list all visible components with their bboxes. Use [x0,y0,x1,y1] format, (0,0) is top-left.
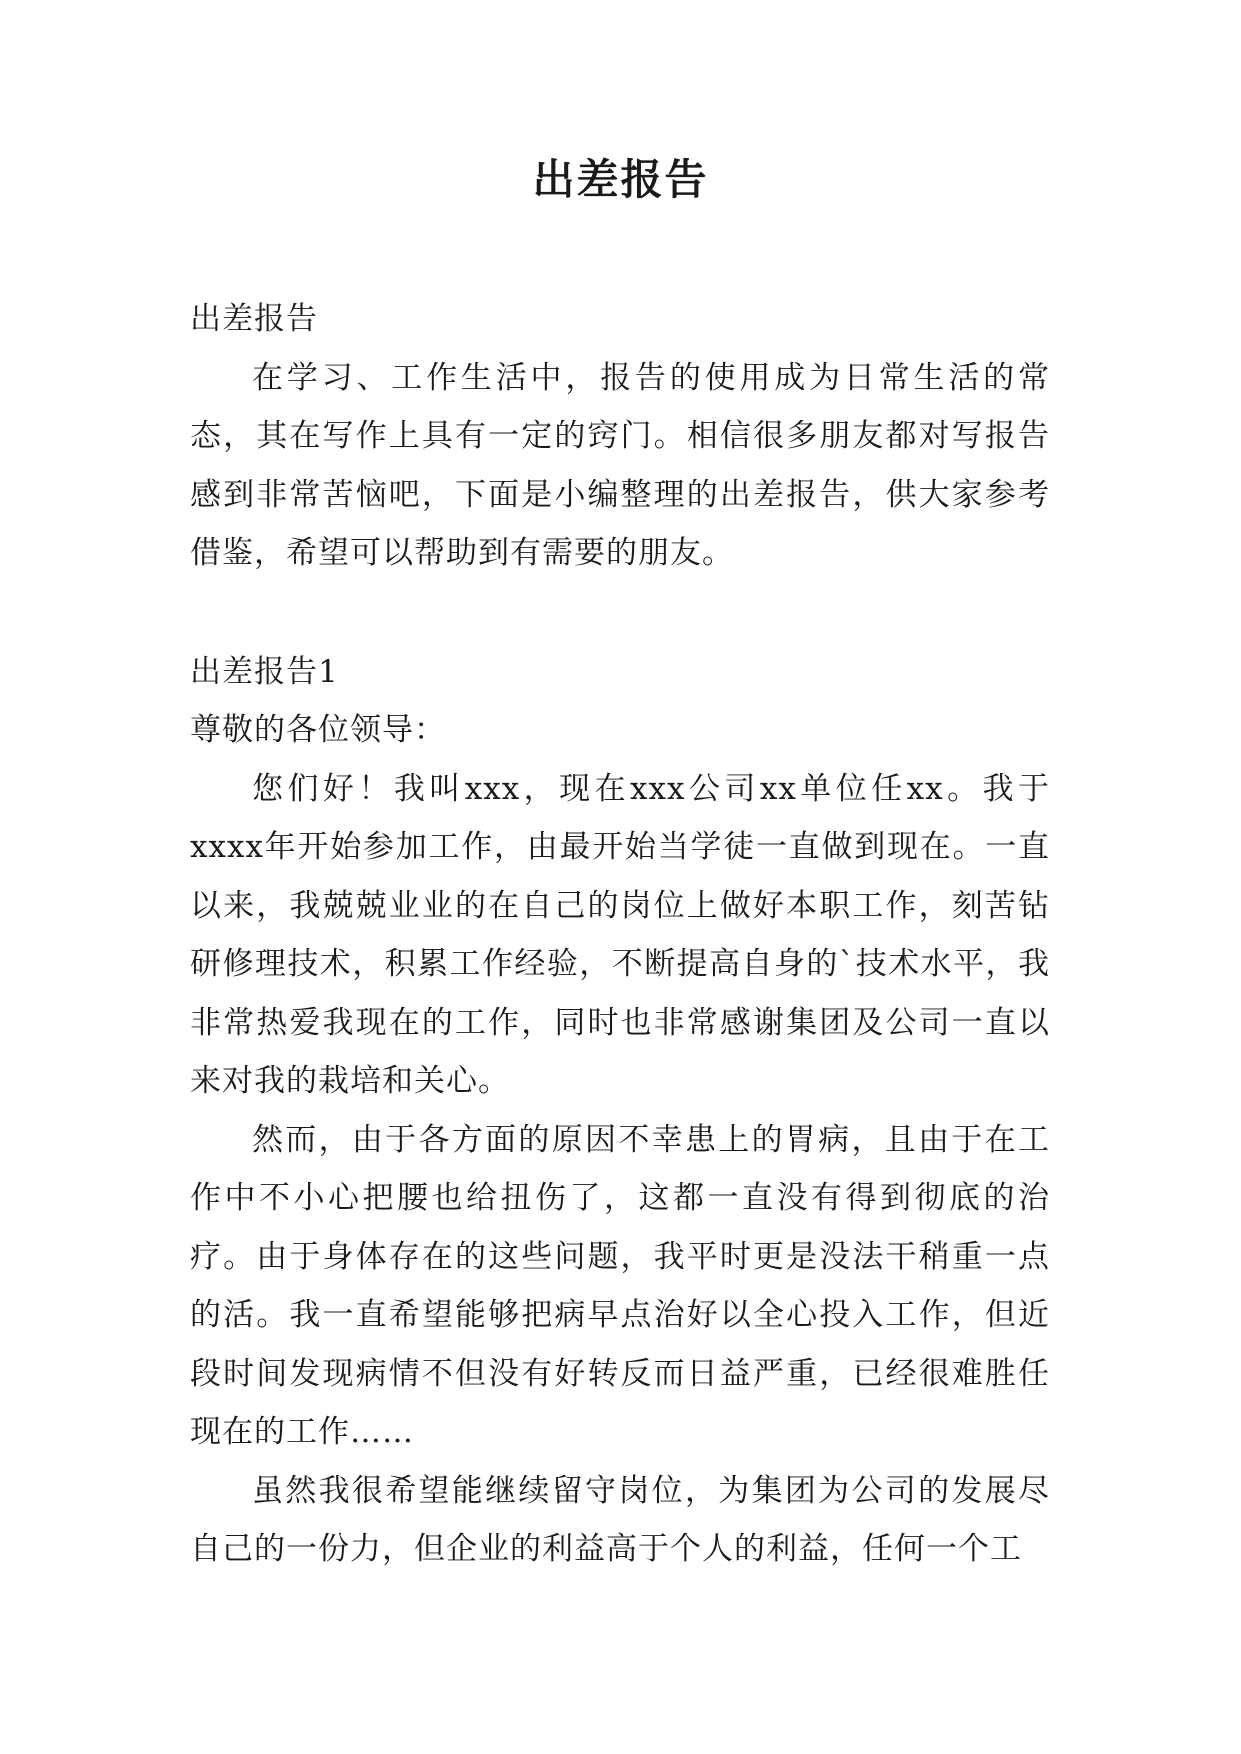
document-body [190,290,1050,1579]
section-gap [190,583,1050,643]
intro-paragraph: 在学习、工作生活中，报告的使用成为日常生活的常态，其在写作上具有一定的窍门。相信很多朋友都对写报告感到非常苦恼吧，下面是小编整理的出差报告，供大家参考借鉴，希望可以帮助到有需要的朋友。 [190,359,1050,571]
intro-heading: 出差报告 [190,301,318,337]
body-paragraph: 您们好！我叫xxx，现在xxx公司xx单位任xx。我于xxxx年开始参加工作，由最开始当学徒一直做到现在。一直以来，我兢兢业业的在自己的岗位上做好本职工作，刻苦钻研修理技术，积累工作经验，不断提高自身的`技术水平，我非常热爱我现在的工作，同时也非常感谢集团及公司一直以来对我的栽培和关心。 [190,770,1050,1099]
document-title: 出差报告 [532,155,709,204]
body-paragraph: 然而，由于各方面的原因不幸患上的胃病，且由于在工作中不小心把腰也给扭伤了，这都一直没有得到彻底的治疗。由于身体存在的这些问题，我平时更是没法干稍重一点的活。我一直希望能够把病早点治好以全心投入工作，但近段时间发现病情不但没有好转反而日益严重，已经很难胜任现在的工作…… [190,1121,1050,1450]
section-heading: 出差报告1 [190,653,339,690]
salutation: 尊敬的各位领导： [190,712,446,748]
body-paragraph: 虽然我很希望能继续留守岗位，为集团为公司的发展尽自己的一份力，但企业的利益高于个人的利益，任何一个工 [190,1472,1050,1567]
